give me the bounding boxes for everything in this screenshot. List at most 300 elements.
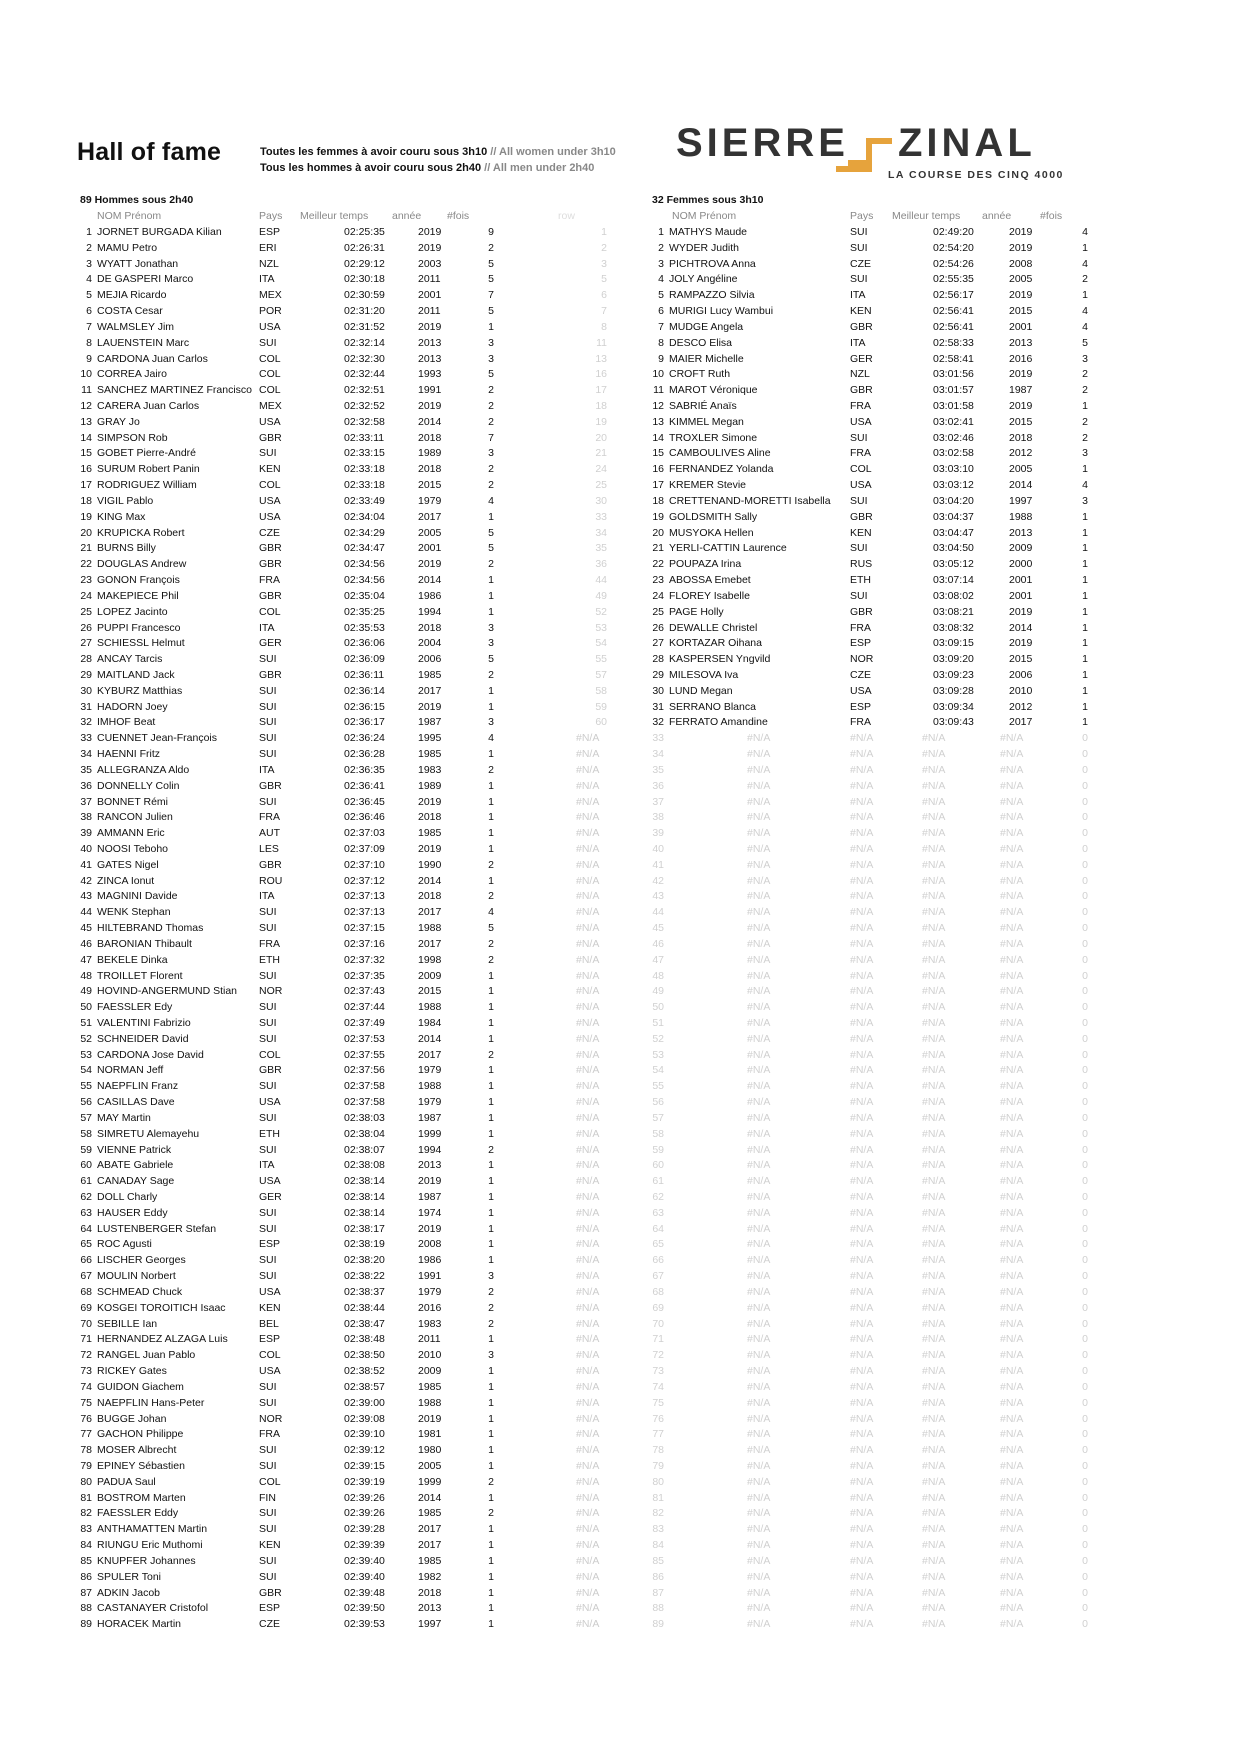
country: SUI — [259, 1206, 277, 1219]
rank: 78 — [80, 1444, 92, 1457]
na-year: #N/A — [1000, 1064, 1024, 1077]
best-time: 02:33:18 — [344, 463, 385, 476]
country: NOR — [259, 985, 283, 998]
na-count: 0 — [1082, 1459, 1088, 1472]
na-country: #N/A — [850, 811, 874, 824]
women-header-name: NOM Prénom — [672, 210, 737, 222]
count: 2 — [1082, 384, 1088, 397]
na-count: 0 — [1082, 1602, 1088, 1615]
rank: 31 — [652, 700, 664, 713]
rank: 57 — [80, 1111, 92, 1124]
athlete-name: ABOSSA Emebet — [669, 574, 751, 587]
best-time: 02:37:09 — [344, 842, 385, 855]
na-name: #N/A — [747, 748, 771, 761]
rank: 54 — [80, 1064, 92, 1077]
country: SUI — [259, 922, 277, 935]
na-country: #N/A — [850, 1017, 874, 1029]
women-placeholder-row — [0, 904, 1240, 920]
row-index: 20 — [595, 431, 607, 444]
rank: 64 — [80, 1222, 92, 1235]
na-name: #N/A — [747, 1380, 771, 1393]
row-index: #N/A — [576, 1159, 600, 1172]
rank: 44 — [652, 906, 664, 919]
women-placeholder-row — [0, 1600, 1240, 1616]
women-placeholder-row — [0, 1189, 1240, 1205]
rank: 29 — [652, 668, 664, 681]
na-country: #N/A — [850, 1539, 874, 1552]
na-country: #N/A — [850, 922, 874, 935]
rank: 55 — [80, 1080, 92, 1093]
na-time: #N/A — [922, 1064, 946, 1077]
na-year: #N/A — [1000, 763, 1024, 776]
na-time: #N/A — [922, 1001, 946, 1014]
rank: 33 — [652, 732, 664, 745]
count: 1 — [1082, 653, 1088, 666]
na-time: #N/A — [922, 1365, 946, 1378]
count: 2 — [488, 1143, 494, 1156]
women-placeholder-row — [0, 825, 1240, 841]
na-name: #N/A — [747, 1428, 771, 1441]
year: 2018 — [1009, 431, 1033, 444]
year: 1980 — [418, 1444, 442, 1457]
row-index: #N/A — [576, 1380, 600, 1393]
subtitle-women — [260, 146, 616, 158]
na-count: 0 — [1082, 953, 1088, 966]
country: CZE — [850, 257, 871, 270]
country: GBR — [850, 605, 873, 618]
na-count: 0 — [1082, 1143, 1088, 1156]
rank: 56 — [80, 1096, 92, 1109]
best-time: 02:37:58 — [344, 1096, 385, 1109]
rank: 34 — [652, 748, 664, 761]
row-index: 57 — [595, 668, 607, 681]
na-country: #N/A — [850, 1064, 874, 1077]
athlete-name: HOVIND-ANGERMUND Stian — [97, 985, 238, 998]
athlete-name: WENK Stephan — [97, 906, 171, 919]
row-index: 11 — [596, 336, 607, 349]
athlete-name: HORACEK Martin — [97, 1618, 182, 1631]
best-time: 02:39:19 — [344, 1475, 385, 1488]
year: 1991 — [418, 1270, 442, 1283]
na-count: 0 — [1082, 748, 1088, 761]
count: 7 — [488, 431, 494, 444]
na-year: #N/A — [1000, 1602, 1024, 1615]
country: SUI — [259, 1396, 277, 1409]
country: SUI — [259, 795, 277, 808]
year: 2001 — [418, 542, 442, 555]
rank: 46 — [652, 937, 664, 950]
country: SUI — [259, 336, 277, 349]
na-time: #N/A — [922, 922, 946, 935]
athlete-name: MATHYS Maude — [669, 226, 747, 238]
na-year: #N/A — [1000, 1459, 1024, 1472]
athlete-name: LOPEZ Jacinto — [97, 605, 168, 618]
row-index: #N/A — [576, 1191, 600, 1204]
year: 2005 — [1009, 463, 1033, 476]
count: 4 — [1082, 479, 1088, 492]
women-table-row — [0, 335, 1240, 351]
na-year: #N/A — [1000, 1570, 1024, 1583]
athlete-name: WYDER Judith — [669, 241, 740, 254]
count: 2 — [488, 1317, 494, 1330]
rank: 21 — [652, 542, 664, 555]
rank: 24 — [652, 589, 664, 602]
count: 3 — [488, 637, 494, 650]
athlete-name: SCHNEIDER David — [97, 1032, 189, 1045]
na-country: #N/A — [850, 827, 874, 840]
country: COL — [850, 463, 872, 476]
athlete-name: AMMANN Eric — [97, 827, 165, 840]
year: 2017 — [418, 684, 442, 697]
rank: 30 — [80, 684, 92, 697]
na-name: #N/A — [747, 827, 771, 840]
rank: 67 — [652, 1270, 664, 1283]
rank: 78 — [652, 1444, 664, 1457]
count: 1 — [488, 1175, 494, 1188]
country: ESP — [259, 1333, 281, 1346]
rank: 1 — [86, 226, 92, 238]
row-index: #N/A — [576, 1428, 600, 1441]
rank: 89 — [652, 1618, 664, 1631]
country: SUI — [259, 716, 277, 729]
na-time: #N/A — [922, 1602, 946, 1615]
count: 2 — [488, 763, 494, 776]
na-name: #N/A — [747, 1238, 771, 1251]
athlete-name: GOBET Pierre-André — [97, 447, 197, 460]
row-index: #N/A — [576, 748, 600, 761]
na-name: #N/A — [747, 969, 771, 982]
year: 1988 — [418, 1396, 442, 1409]
year: 1987 — [418, 1191, 442, 1204]
athlete-name: MUSYOKA Hellen — [669, 526, 754, 539]
na-time: #N/A — [922, 1539, 946, 1552]
country: BEL — [259, 1317, 279, 1330]
row-index: #N/A — [576, 906, 600, 919]
country: SUI — [259, 1111, 277, 1124]
country: USA — [259, 1096, 281, 1109]
logo-tagline: LA COURSE DES CINQ 4000 — [888, 169, 1064, 181]
women-placeholder-row — [0, 873, 1240, 889]
athlete-name: DE GASPERI Marco — [97, 273, 194, 286]
na-count: 0 — [1082, 1586, 1088, 1599]
year: 1993 — [418, 368, 442, 381]
year: 1979 — [418, 1285, 442, 1298]
women-placeholder-row — [0, 1110, 1240, 1126]
best-time: 03:01:58 — [933, 400, 974, 413]
count: 1 — [488, 1380, 494, 1393]
na-country: #N/A — [850, 1618, 874, 1631]
year: 2018 — [418, 463, 442, 476]
rank: 63 — [652, 1206, 664, 1219]
na-year: #N/A — [1000, 827, 1024, 840]
year: 2012 — [1009, 447, 1033, 460]
na-time: #N/A — [922, 1412, 946, 1425]
women-table-row — [0, 382, 1240, 398]
na-count: 0 — [1082, 1238, 1088, 1251]
best-time: 02:39:40 — [344, 1554, 385, 1567]
na-count: 0 — [1082, 1254, 1088, 1267]
count: 4 — [488, 494, 494, 507]
year: 2019 — [418, 795, 442, 808]
athlete-name: ABATE Gabriele — [97, 1159, 174, 1172]
na-country: #N/A — [850, 748, 874, 761]
row-index: #N/A — [576, 1333, 600, 1346]
athlete-name: YERLI-CATTIN Laurence — [669, 542, 787, 555]
count: 4 — [488, 906, 494, 919]
year: 2003 — [418, 257, 442, 270]
count: 3 — [488, 336, 494, 349]
year: 2001 — [1009, 574, 1033, 587]
athlete-name: KREMER Stevie — [669, 479, 747, 492]
rank: 68 — [80, 1285, 92, 1298]
count: 3 — [488, 1349, 494, 1362]
women-placeholder-row — [0, 1521, 1240, 1537]
na-year: #N/A — [1000, 795, 1024, 808]
country: FIN — [259, 1491, 276, 1504]
na-year: #N/A — [1000, 1127, 1024, 1140]
athlete-name: HADORN Joey — [97, 700, 168, 713]
year: 2013 — [1009, 526, 1033, 539]
country: FRA — [259, 811, 280, 824]
rank: 2 — [86, 241, 92, 254]
women-placeholder-row — [0, 936, 1240, 952]
row-index: 34 — [595, 526, 607, 539]
count: 1 — [1082, 574, 1088, 587]
country: NZL — [259, 257, 279, 270]
country: SUI — [259, 1222, 277, 1235]
na-year: #N/A — [1000, 1586, 1024, 1599]
country: USA — [259, 510, 281, 523]
na-time: #N/A — [922, 890, 946, 903]
rank: 19 — [80, 510, 92, 523]
athlete-name: HILTEBRAND Thomas — [97, 922, 204, 935]
women-table-row — [0, 651, 1240, 667]
athlete-name: MAY Martin — [97, 1111, 151, 1124]
women-table-row — [0, 398, 1240, 414]
row-index: #N/A — [576, 985, 600, 998]
year: 2015 — [418, 479, 442, 492]
na-count: 0 — [1082, 1570, 1088, 1583]
na-year: #N/A — [1000, 1285, 1024, 1298]
row-index: #N/A — [576, 1143, 600, 1156]
best-time: 02:29:12 — [344, 257, 385, 270]
na-country: #N/A — [850, 1317, 874, 1330]
rank: 15 — [80, 447, 92, 460]
rank: 6 — [86, 305, 92, 318]
rank: 77 — [652, 1428, 664, 1441]
year: 1986 — [418, 1254, 442, 1267]
best-time: 02:38:04 — [344, 1127, 385, 1140]
na-country: #N/A — [850, 1412, 874, 1425]
row-index: #N/A — [576, 1222, 600, 1235]
na-name: #N/A — [747, 1032, 771, 1045]
na-year: #N/A — [1000, 1396, 1024, 1409]
country: ITA — [259, 1159, 275, 1172]
row-index: 6 — [601, 289, 607, 302]
year: 2016 — [418, 1301, 442, 1314]
na-time: #N/A — [922, 811, 946, 824]
best-time: 02:35:04 — [344, 589, 385, 602]
year: 1989 — [418, 447, 442, 460]
year: 2019 — [1009, 605, 1033, 618]
na-time: #N/A — [922, 1270, 946, 1283]
na-name: #N/A — [747, 874, 771, 887]
row-index: #N/A — [576, 1554, 600, 1567]
rank: 26 — [80, 621, 92, 634]
best-time: 02:38:50 — [344, 1349, 385, 1362]
athlete-name: BUGGE Johan — [97, 1412, 167, 1425]
athlete-name: RICKEY Gates — [97, 1365, 167, 1378]
best-time: 03:07:14 — [933, 574, 974, 587]
na-name: #N/A — [747, 1301, 771, 1314]
na-time: #N/A — [922, 1317, 946, 1330]
count: 2 — [488, 1475, 494, 1488]
na-name: #N/A — [747, 1001, 771, 1014]
row-index: #N/A — [576, 1301, 600, 1314]
year: 1983 — [418, 763, 442, 776]
na-year: #N/A — [1000, 1475, 1024, 1488]
best-time: 02:38:07 — [344, 1143, 385, 1156]
na-name: #N/A — [747, 858, 771, 871]
year: 1979 — [418, 1096, 442, 1109]
na-country: #N/A — [850, 1270, 874, 1283]
rank: 69 — [80, 1301, 92, 1314]
year: 2019 — [418, 1175, 442, 1188]
women-placeholder-row — [0, 778, 1240, 794]
count: 1 — [488, 969, 494, 982]
count: 1 — [488, 1491, 494, 1504]
best-time: 02:39:08 — [344, 1412, 385, 1425]
athlete-name: FERNANDEZ Yolanda — [669, 463, 774, 476]
na-count: 0 — [1082, 1206, 1088, 1219]
na-count: 0 — [1082, 1317, 1088, 1330]
na-country: #N/A — [850, 1396, 874, 1409]
count: 1 — [488, 1539, 494, 1552]
athlete-name: CANADAY Sage — [97, 1175, 175, 1188]
country: MEX — [259, 289, 282, 302]
na-country: #N/A — [850, 937, 874, 950]
row-index: 21 — [595, 447, 607, 460]
athlete-name: SANCHEZ MARTINEZ Francisco — [97, 384, 252, 397]
women-section-title: 32 Femmes sous 3h10 — [652, 194, 764, 206]
rank: 62 — [652, 1191, 664, 1204]
count: 1 — [488, 1159, 494, 1172]
women-table-row — [0, 572, 1240, 588]
women-placeholder-row — [0, 1236, 1240, 1252]
count: 5 — [488, 542, 494, 555]
row-index: #N/A — [576, 1127, 600, 1140]
rank: 72 — [652, 1349, 664, 1362]
year: 2015 — [418, 985, 442, 998]
women-header-count: #fois — [1040, 210, 1063, 222]
na-name: #N/A — [747, 842, 771, 855]
count: 1 — [1082, 400, 1088, 413]
rank: 83 — [652, 1523, 664, 1536]
rank: 24 — [80, 589, 92, 602]
na-country: #N/A — [850, 906, 874, 919]
best-time: 02:39:39 — [344, 1539, 385, 1552]
best-time: 02:36:17 — [344, 716, 385, 729]
na-count: 0 — [1082, 1270, 1088, 1283]
na-name: #N/A — [747, 1017, 771, 1029]
country: KEN — [850, 526, 872, 539]
count: 2 — [488, 400, 494, 413]
rank: 13 — [652, 415, 664, 428]
na-country: #N/A — [850, 1570, 874, 1583]
country: GBR — [259, 858, 282, 871]
na-count: 0 — [1082, 1080, 1088, 1093]
rank: 81 — [80, 1491, 92, 1504]
rank: 37 — [80, 795, 92, 808]
rank: 42 — [652, 874, 664, 887]
na-time: #N/A — [922, 1570, 946, 1583]
na-year: #N/A — [1000, 1270, 1024, 1283]
na-time: #N/A — [922, 1254, 946, 1267]
best-time: 02:38:19 — [344, 1238, 385, 1251]
best-time: 02:33:11 — [344, 431, 385, 444]
rank: 75 — [80, 1396, 92, 1409]
year: 1985 — [418, 748, 442, 761]
country: ITA — [259, 621, 275, 634]
na-name: #N/A — [747, 779, 771, 792]
best-time: 02:38:14 — [344, 1206, 385, 1219]
count: 1 — [488, 795, 494, 808]
athlete-name: SURUM Robert Panin — [97, 463, 200, 476]
na-year: #N/A — [1000, 842, 1024, 855]
na-country: #N/A — [850, 1191, 874, 1204]
na-year: #N/A — [1000, 1111, 1024, 1124]
rank: 22 — [80, 558, 92, 571]
best-time: 03:08:21 — [933, 605, 974, 618]
women-table-row — [0, 287, 1240, 303]
count: 2 — [488, 384, 494, 397]
na-country: #N/A — [850, 1285, 874, 1298]
na-name: #N/A — [747, 1254, 771, 1267]
rank: 18 — [80, 494, 92, 507]
year: 1998 — [418, 953, 442, 966]
na-name: #N/A — [747, 906, 771, 919]
year: 1988 — [1009, 510, 1033, 523]
subtitle-men — [260, 162, 594, 174]
best-time: 02:36:09 — [344, 653, 385, 666]
count: 7 — [488, 289, 494, 302]
athlete-name: GUIDON Giachem — [97, 1380, 184, 1393]
na-name: #N/A — [747, 1270, 771, 1283]
count: 1 — [488, 1238, 494, 1251]
women-placeholder-row — [0, 1458, 1240, 1474]
athlete-name: MOSER Albrecht — [97, 1444, 177, 1457]
na-country: #N/A — [850, 1333, 874, 1346]
best-time: 02:37:03 — [344, 827, 385, 840]
athlete-name: CRETTENAND-MORETTI Isabella — [669, 494, 831, 507]
na-country: #N/A — [850, 1602, 874, 1615]
best-time: 02:39:15 — [344, 1459, 385, 1472]
na-count: 0 — [1082, 1032, 1088, 1045]
row-index: 3 — [601, 257, 607, 270]
count: 4 — [488, 732, 494, 745]
rank: 28 — [80, 653, 92, 666]
count: 2 — [1082, 273, 1088, 286]
rank: 44 — [80, 906, 92, 919]
women-table-row — [0, 509, 1240, 525]
na-time: #N/A — [922, 1191, 946, 1204]
country: GBR — [259, 431, 282, 444]
na-name: #N/A — [747, 763, 771, 776]
rank: 77 — [80, 1428, 92, 1441]
count: 1 — [488, 605, 494, 618]
count: 9 — [488, 226, 494, 238]
row-index: 13 — [595, 352, 607, 365]
